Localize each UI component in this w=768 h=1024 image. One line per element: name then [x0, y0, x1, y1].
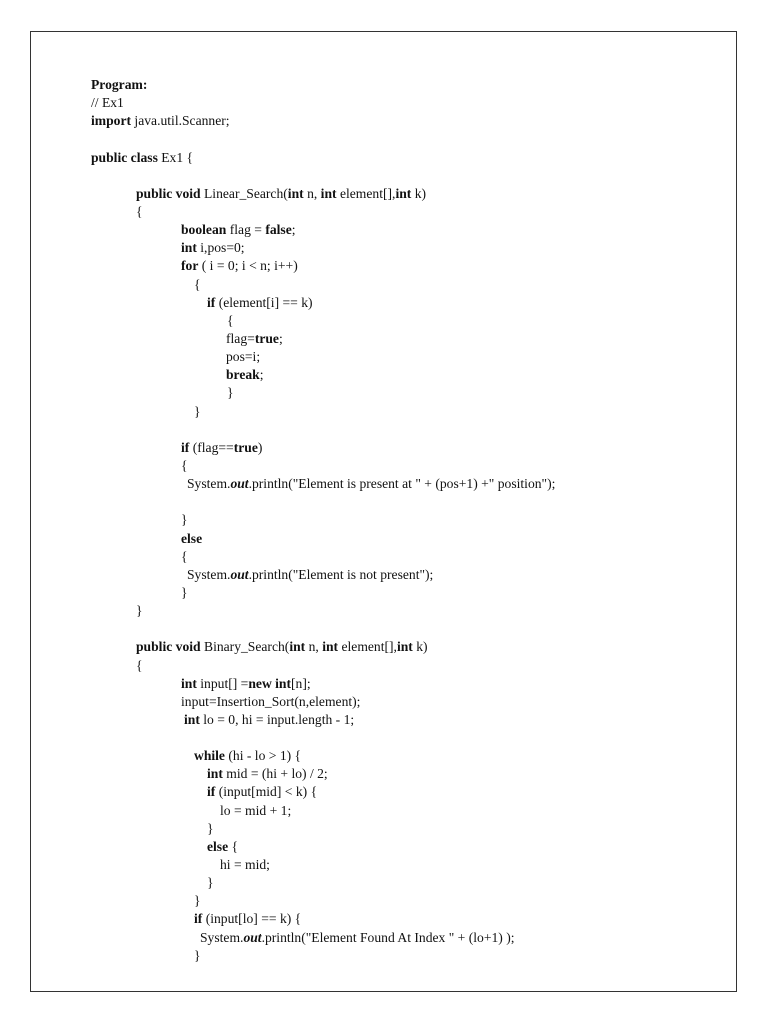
code-text: flag = — [226, 222, 266, 238]
code-text: .println("Element is present at " + (pos+1) +" position"); — [248, 476, 556, 492]
code-text: } — [194, 403, 201, 419]
code-line — [0, 910, 768, 928]
code-keyword: true — [254, 330, 279, 346]
code-line — [0, 620, 768, 638]
code-text: System. — [187, 566, 231, 582]
code-text: k) — [411, 185, 427, 201]
code-text: .println("Element is not present"); — [248, 566, 434, 582]
code-text: n, — [303, 185, 321, 201]
code-text: { — [136, 203, 143, 219]
code-keyword: boolean — [181, 222, 227, 238]
code-line — [0, 838, 768, 856]
code-line — [0, 257, 768, 275]
code-line — [0, 348, 768, 366]
code-text: n, — [305, 639, 323, 655]
code-line — [0, 475, 768, 493]
code-line — [0, 820, 768, 838]
code-text: } — [181, 584, 188, 600]
code-keyword: int — [320, 185, 337, 201]
code-keyword: if — [207, 294, 216, 310]
code-text: { — [181, 548, 188, 564]
code-line — [0, 185, 768, 203]
code-keyword: if — [181, 439, 190, 455]
code-line — [0, 221, 768, 239]
code-text: .println("Element Found At Index " + (lo+1) ); — [261, 929, 515, 945]
code-keyword: int — [395, 185, 412, 201]
code-text: { — [194, 276, 201, 292]
code-line — [0, 312, 768, 330]
code-keyword: if — [194, 911, 203, 927]
code-text: Binary_Search( — [200, 639, 290, 655]
code-keyword: int — [181, 240, 197, 256]
code-text: // Ex1 — [91, 95, 124, 111]
code-line — [0, 566, 768, 584]
code-line — [0, 276, 768, 294]
code-line — [0, 493, 768, 511]
code-line — [0, 729, 768, 747]
code-keyword: int — [181, 675, 197, 691]
code-text: lo = 0, hi = input.length - 1; — [199, 711, 355, 727]
code-text: lo = mid + 1; — [220, 802, 292, 818]
code-text: input[] = — [196, 675, 249, 691]
code-text: ; — [259, 367, 264, 383]
code-keyword: public class — [91, 149, 158, 165]
code-text: } — [194, 893, 201, 909]
code-text: i,pos=0; — [196, 240, 245, 256]
code-line — [0, 384, 768, 402]
code-keyword: int — [287, 185, 304, 201]
code-text: hi = mid; — [220, 857, 270, 873]
code-text: } — [227, 385, 234, 401]
code-field: out — [230, 566, 249, 582]
code-text: ) — [257, 439, 263, 455]
code-text: (input[mid] < k) { — [215, 784, 318, 800]
code-keyword: Program: — [91, 77, 148, 92]
code-text: { — [227, 312, 234, 328]
code-text: mid = (hi + lo) / 2; — [222, 766, 328, 782]
code-text: } — [194, 947, 201, 963]
code-line — [0, 802, 768, 820]
code-listing — [0, 76, 768, 965]
code-text: (flag== — [189, 439, 234, 455]
code-keyword: int — [396, 639, 413, 655]
code-text: input=Insertion_Sort(n,element); — [181, 693, 361, 709]
code-keyword: public void — [136, 639, 201, 655]
code-text: { — [228, 838, 239, 854]
code-text: System. — [187, 476, 231, 492]
code-line — [0, 892, 768, 910]
code-line — [0, 366, 768, 384]
code-line — [0, 94, 768, 112]
code-text: (element[i] == k) — [215, 294, 313, 310]
code-keyword: if — [207, 784, 216, 800]
code-line — [0, 783, 768, 801]
code-keyword: else — [207, 838, 229, 854]
code-keyword: public void — [136, 185, 201, 201]
code-line — [0, 929, 768, 947]
code-line — [0, 330, 768, 348]
code-line — [0, 747, 768, 765]
code-text: System. — [200, 929, 244, 945]
code-keyword: new int — [248, 675, 292, 691]
code-line — [0, 294, 768, 312]
code-line — [0, 167, 768, 185]
code-text: ; — [278, 330, 283, 346]
code-keyword: break — [226, 367, 260, 383]
code-line — [0, 130, 768, 148]
code-line — [0, 421, 768, 439]
code-text: Ex1 { — [157, 149, 194, 165]
code-line — [0, 765, 768, 783]
code-text: pos=i; — [226, 349, 261, 365]
code-text: ( i = 0; i < n; i++) — [198, 258, 298, 274]
code-text: } — [136, 603, 143, 619]
code-text: flag= — [226, 330, 255, 346]
code-field: out — [243, 929, 262, 945]
code-keyword: int — [322, 639, 339, 655]
code-text: element[], — [336, 185, 396, 201]
code-line — [0, 711, 768, 729]
code-line — [0, 947, 768, 965]
code-text: { — [181, 457, 188, 473]
code-line — [0, 403, 768, 421]
code-line — [0, 112, 768, 130]
code-text: } — [207, 875, 214, 891]
code-text: } — [207, 820, 214, 836]
code-keyword: true — [233, 439, 258, 455]
code-text: { — [136, 657, 143, 673]
code-keyword: for — [181, 258, 199, 274]
code-line — [0, 584, 768, 602]
code-text: Linear_Search( — [200, 185, 288, 201]
code-line — [0, 76, 768, 94]
code-keyword: int — [207, 766, 223, 782]
code-line — [0, 548, 768, 566]
code-text: (hi - lo > 1) { — [224, 748, 302, 764]
code-keyword: while — [194, 748, 225, 764]
code-line — [0, 203, 768, 221]
code-line — [0, 675, 768, 693]
code-line — [0, 657, 768, 675]
code-line — [0, 511, 768, 529]
code-keyword: int — [289, 639, 306, 655]
code-keyword: else — [181, 530, 203, 546]
code-text: (input[lo] == k) { — [202, 911, 302, 927]
code-field: out — [230, 476, 249, 492]
code-line — [0, 530, 768, 548]
code-line — [0, 602, 768, 620]
code-text: ; — [291, 222, 296, 238]
code-line — [0, 693, 768, 711]
code-line — [0, 439, 768, 457]
code-text: k) — [412, 639, 428, 655]
code-line — [0, 856, 768, 874]
code-line — [0, 239, 768, 257]
code-line — [0, 874, 768, 892]
code-text: element[], — [338, 639, 397, 655]
code-line — [0, 638, 768, 656]
code-text: } — [181, 512, 188, 528]
code-text: [n]; — [291, 675, 311, 691]
code-text: java.util.Scanner; — [131, 113, 230, 129]
code-line — [0, 149, 768, 167]
code-keyword: false — [265, 222, 292, 238]
code-keyword: import — [91, 113, 132, 129]
code-keyword: int — [184, 711, 200, 727]
code-line — [0, 457, 768, 475]
